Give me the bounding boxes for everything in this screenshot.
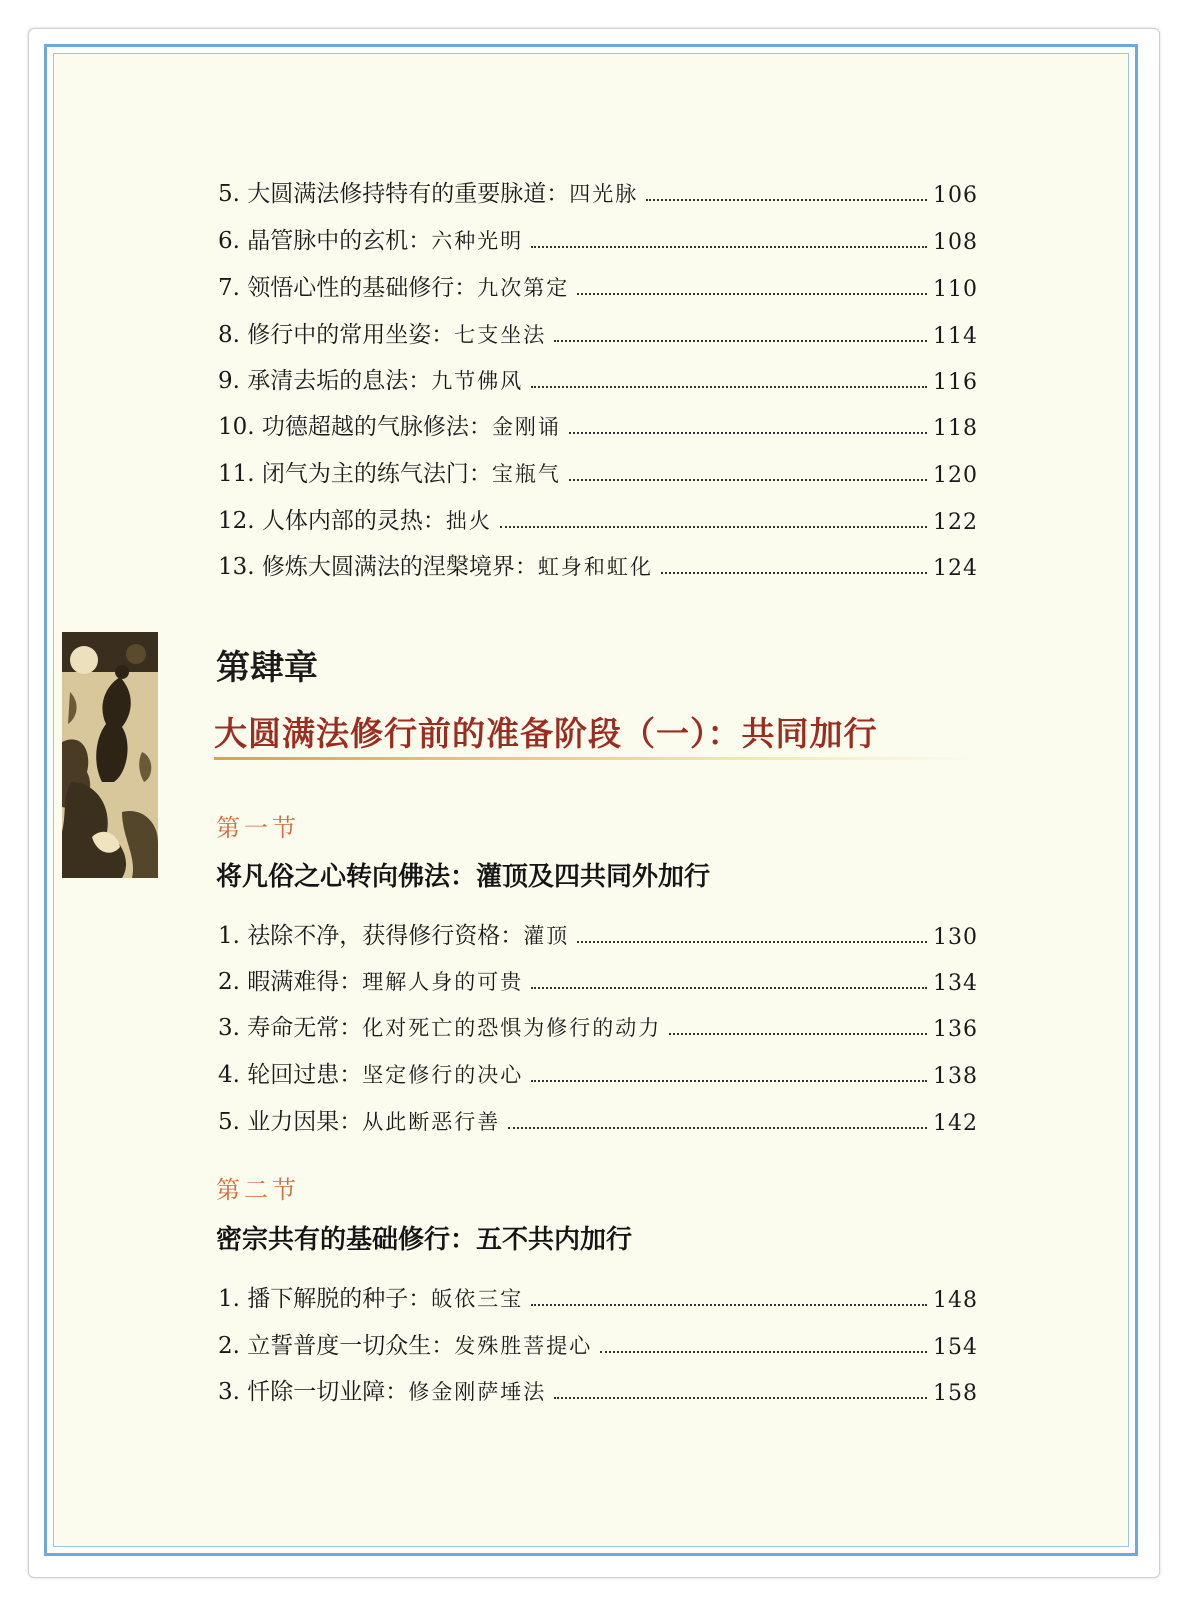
toc-entry-page: 124 <box>933 556 978 581</box>
toc-entry-page: 158 <box>933 1381 978 1406</box>
dot-leader <box>508 1127 927 1129</box>
toc-entry[interactable] <box>218 365 978 395</box>
section-label: 第一节 <box>216 814 300 842</box>
toc-entry-title: 5. 业力因果： <box>218 1109 363 1135</box>
toc-entry-title: 5. 大圆满法修持特有的重要脉道： <box>218 181 570 207</box>
toc-entry-subtitle: 宝瓶气 <box>491 462 561 486</box>
toc-entry-page: 148 <box>933 1288 978 1313</box>
toc-entry[interactable] <box>218 1012 978 1042</box>
dot-leader <box>569 432 927 434</box>
toc-entry-title: 13. 修炼大圆满法的涅槃境界： <box>218 554 538 580</box>
dot-leader <box>531 1080 927 1082</box>
toc-entry[interactable] <box>218 178 978 208</box>
toc-entry-subtitle: 灌顶 <box>523 924 570 948</box>
chapter-divider <box>214 757 974 760</box>
toc-entry-title: 2. 立誓普度一切众生： <box>218 1333 455 1359</box>
toc-entry[interactable] <box>218 505 978 535</box>
toc-entry-page: 138 <box>933 1064 978 1089</box>
dot-leader <box>669 1033 927 1035</box>
toc-entry-page: 114 <box>933 324 978 349</box>
toc-entry[interactable] <box>218 920 978 950</box>
toc-entry[interactable] <box>218 272 978 302</box>
toc-entry[interactable] <box>218 225 978 255</box>
section-title: 将凡俗之心转向佛法：灌顶及四共同外加行 <box>216 862 711 892</box>
toc-entry-page: 130 <box>933 925 978 950</box>
toc-entry-subtitle: 九节佛风 <box>431 369 524 393</box>
toc-entry-title: 7. 领悟心性的基础修行： <box>218 275 478 301</box>
toc-entry-subtitle: 九次第定 <box>477 276 570 300</box>
dot-leader <box>531 246 927 248</box>
dot-leader <box>569 479 927 481</box>
toc-entry-subtitle: 皈依三宝 <box>431 1287 524 1311</box>
dot-leader <box>500 526 927 528</box>
toc-entry-subtitle: 修金刚萨埵法 <box>408 1380 547 1404</box>
toc-entry-page: 134 <box>933 971 978 996</box>
dot-leader <box>577 293 927 295</box>
toc-entry[interactable] <box>218 1330 978 1360</box>
chapter-illustration <box>62 632 158 878</box>
toc-entry-subtitle: 四光脉 <box>569 182 639 206</box>
toc-entry-page: 120 <box>933 463 978 488</box>
dot-leader <box>531 386 927 388</box>
toc-entry-title: 9. 承清去垢的息法： <box>218 368 432 394</box>
toc-entry-title: 4. 轮回过患： <box>218 1062 363 1088</box>
toc-entry-subtitle: 拙火 <box>445 509 492 533</box>
dot-leader <box>554 340 927 342</box>
chapter-number: 第肆章 <box>216 648 318 688</box>
toc-entry-page: 142 <box>933 1111 978 1136</box>
toc-entry[interactable] <box>218 1283 978 1313</box>
toc-entry[interactable] <box>218 1376 978 1406</box>
toc-entry-page: 154 <box>933 1335 978 1360</box>
toc-entry[interactable] <box>218 966 978 996</box>
toc-entry-title: 3. 寿命无常： <box>218 1015 363 1041</box>
toc-entry[interactable] <box>218 319 978 349</box>
toc-entry-subtitle: 从此断恶行善 <box>362 1110 501 1134</box>
toc-entry-page: 116 <box>933 370 978 395</box>
toc-entry-subtitle: 六种光明 <box>431 229 524 253</box>
dot-leader <box>661 572 927 574</box>
dot-leader <box>554 1397 927 1399</box>
toc-entry-page: 108 <box>933 230 978 255</box>
toc-entry-subtitle: 虹身和虹化 <box>537 555 653 579</box>
chapter-title: 大圆满法修行前的准备阶段（一）：共同加行 <box>214 714 878 753</box>
toc-entry-title: 10. 功德超越的气脉修法： <box>218 414 492 440</box>
section-label: 第二节 <box>216 1176 300 1204</box>
toc-entry-title: 2. 暇满难得： <box>218 969 363 995</box>
toc-entry[interactable] <box>218 458 978 488</box>
toc-entry-page: 136 <box>933 1017 978 1042</box>
section-title: 密宗共有的基础修行：五不共内加行 <box>216 1225 633 1255</box>
dot-leader <box>600 1351 927 1353</box>
toc-entry-page: 110 <box>933 277 978 302</box>
toc-entry-page: 106 <box>933 183 978 208</box>
toc-entry-title: 6. 晶管脉中的玄机： <box>218 228 432 254</box>
toc-entry-subtitle: 发殊胜菩提心 <box>454 1334 593 1358</box>
dot-leader <box>646 199 927 201</box>
toc-entry-title: 3. 忏除一切业障： <box>218 1379 409 1405</box>
toc-entry-page: 118 <box>933 416 978 441</box>
dot-leader <box>531 987 927 989</box>
toc-entry-title: 1. 祛除不净，获得修行资格： <box>218 923 524 949</box>
toc-entry-title: 8. 修行中的常用坐姿： <box>218 322 455 348</box>
toc-entry[interactable] <box>218 1059 978 1089</box>
toc-entry[interactable] <box>218 411 978 441</box>
toc-entry[interactable] <box>218 551 978 581</box>
illustration-art <box>62 632 158 878</box>
toc-entry-subtitle: 理解人身的可贵 <box>362 970 524 994</box>
toc-entry-title: 1. 播下解脱的种子： <box>218 1286 432 1312</box>
toc-entry[interactable] <box>218 1106 978 1136</box>
toc-entry-title: 11. 闭气为主的练气法门： <box>218 461 492 487</box>
toc-entry-page: 122 <box>933 510 978 535</box>
toc-entry-subtitle: 坚定修行的决心 <box>362 1063 524 1087</box>
toc-entry-title: 12. 人体内部的灵热： <box>218 508 446 534</box>
toc-entry-subtitle: 化对死亡的恐惧为修行的动力 <box>362 1016 662 1040</box>
dot-leader <box>531 1304 927 1306</box>
toc-entry-subtitle: 金刚诵 <box>491 415 561 439</box>
toc-entry-subtitle: 七支坐法 <box>454 323 547 347</box>
dot-leader <box>577 941 927 943</box>
